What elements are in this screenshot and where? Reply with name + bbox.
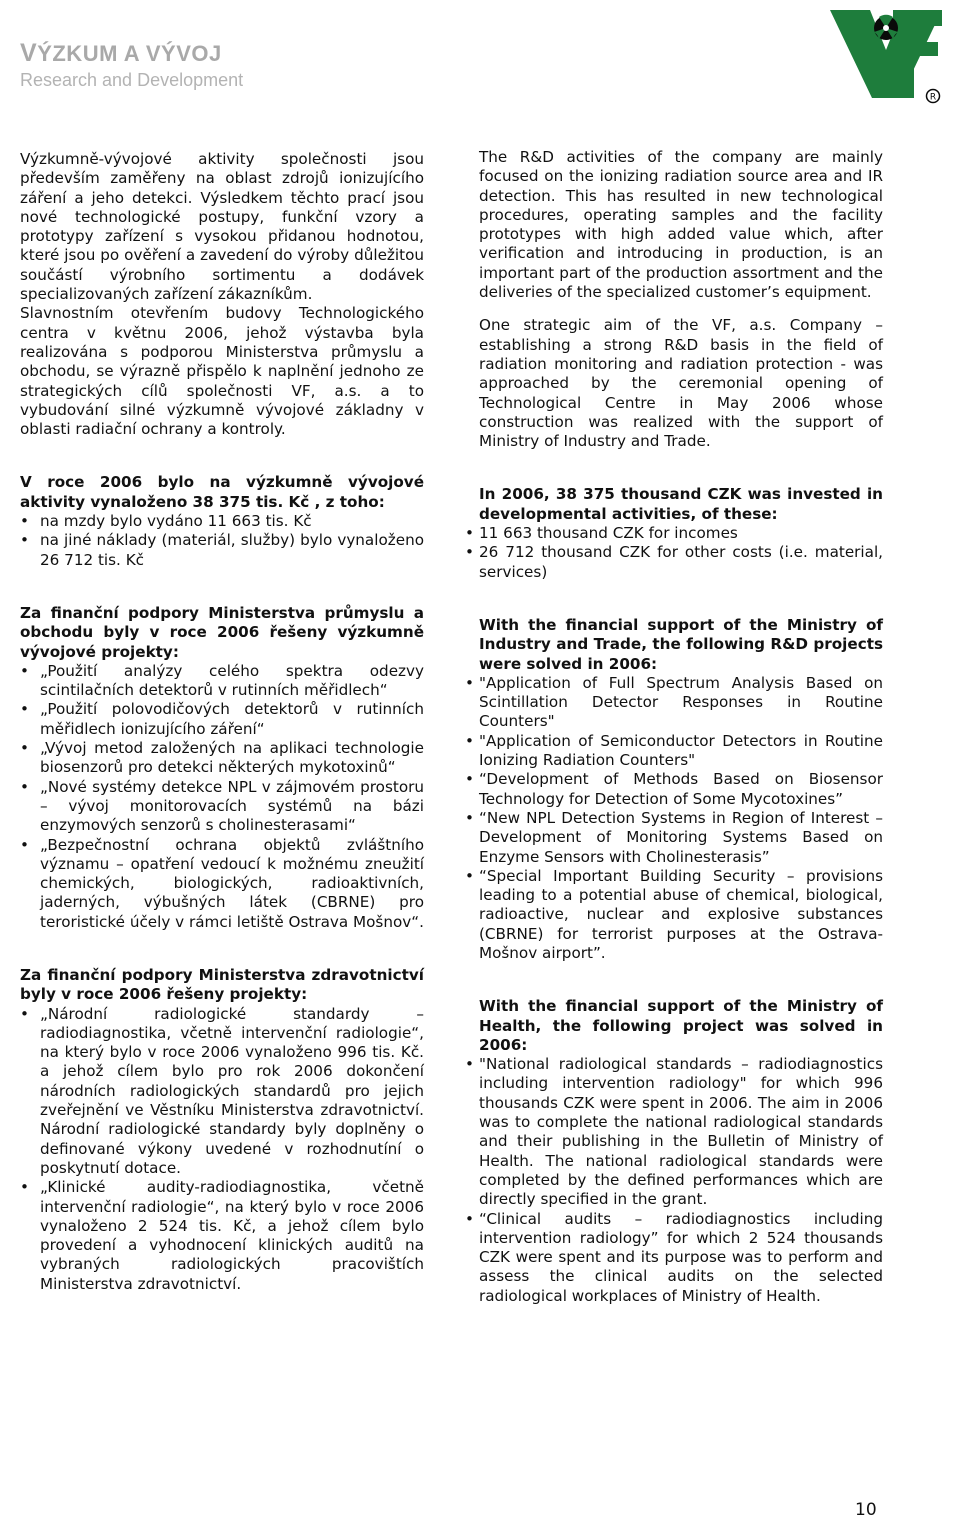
mz-section bbox=[465, 997, 883, 1306]
list-item-text: na jiné náklady (materiál, služby) bylo vynaloženo 26 712 tis. Kč bbox=[40, 531, 424, 569]
list-item-text: "Application of Semiconductor Detectors in Routine Ionizing Radiation Counters" bbox=[479, 731, 883, 770]
bullet-icon: • bbox=[20, 661, 29, 680]
intro-paragraph: The R&D activities of the company are mainly focused on the ionizing radiation source area and IR detection. This has resulted in new technological procedures, operating samples and the facility prototypes with high added value which, after verification and introducing in production, is an important part of the production assortment and the deliveries of the specialized customer’s equipment. bbox=[479, 148, 883, 302]
bullet-icon: • bbox=[20, 512, 29, 531]
mpo-project-list bbox=[465, 673, 883, 963]
mz-section bbox=[20, 966, 424, 1294]
mz-project-list bbox=[465, 1055, 883, 1306]
vf-logo bbox=[830, 6, 942, 104]
mpo-heading: Za finanční podpory Ministerstva průmyslu a obchodu byly v roce 2006 řešeny výzkumně vývojové projekty: bbox=[20, 603, 424, 661]
intro-paragraph-2: One strategic aim of the VF, a.s. Company – establishing a strong R&D basis in the field of radiation monitoring and radiation protection - was approached by the ceremonial opening of Technological Centre in May 2006 whose construction was realized with the support of Ministry of Industry and Trade. bbox=[479, 316, 883, 451]
bullet-icon: • bbox=[465, 731, 474, 750]
list-item bbox=[465, 808, 883, 867]
list-item bbox=[465, 673, 883, 732]
list-item-text: “Clinical audits – radiodiagnostics including intervention radiology” for which 2 524 thousands CZK were spent and its purpose was to perform and assess the clinical audits on the selected radiological workplaces of Ministry of Health. bbox=[479, 1209, 883, 1305]
page-header bbox=[20, 40, 243, 91]
list-item bbox=[20, 531, 424, 570]
svg-text:R: R bbox=[929, 92, 937, 103]
mpo-section bbox=[465, 615, 883, 963]
list-item-text: 26 712 thousand CZK for other costs (i.e. material, services) bbox=[479, 543, 883, 581]
mpo-project-list bbox=[20, 662, 424, 932]
english-column bbox=[465, 148, 883, 1340]
bullet-icon: • bbox=[20, 700, 29, 719]
investment-list bbox=[465, 524, 883, 582]
page-number: 10 bbox=[855, 1500, 877, 1520]
investment-section bbox=[20, 473, 424, 569]
list-item bbox=[465, 866, 883, 963]
investment-list bbox=[20, 512, 424, 570]
list-item-text: 11 663 thousand CZK for incomes bbox=[479, 524, 738, 543]
list-item-text: „Použití polovodičových detektorů v rutinních měřidlech ionizujícího záření“ bbox=[40, 700, 424, 738]
mpo-section bbox=[20, 604, 424, 932]
list-item-text: „Národní radiologické standardy – radiodiagnostika, včetně intervenční radiologie“, na který bylo v roce 2006 vynaloženo 996 tis. Kč. a jehož cílem bylo pro rok 2006 dokončení národních radiologických standardů pro jejich zveřejnění ve Věstníku Ministerstva zdravotnictví. Národní radiologické standardy byly doplněny o definované výkony uvedené v rozhodnutíní o poskytnutí dotace. bbox=[40, 1004, 424, 1177]
bullet-icon: • bbox=[465, 543, 474, 562]
investment-heading-bold: V roce 2006 bylo na výzkumně vývojové aktivity vynaloženo 38 375 tis. bbox=[20, 473, 424, 511]
list-item-text: “New NPL Detection Systems in Region of Interest – Development of Monitoring Systems Based on Enzyme Sensors with Cholinesterasis” bbox=[479, 808, 883, 866]
list-item bbox=[20, 739, 424, 778]
bullet-icon: • bbox=[465, 770, 474, 789]
investment-heading: In 2006, 38 375 thousand CZK was invested in developmental activities, of these: bbox=[479, 485, 883, 523]
investment-heading bbox=[20, 473, 424, 512]
logo-f-shape bbox=[893, 10, 942, 98]
list-item-text: na mzdy bylo vydáno 11 663 tis. Kč bbox=[40, 512, 312, 531]
czech-column bbox=[20, 150, 424, 1328]
bullet-icon: • bbox=[465, 1055, 474, 1074]
list-item bbox=[465, 543, 883, 582]
list-item bbox=[20, 661, 424, 701]
investment-section bbox=[465, 485, 883, 581]
intro-paragraph: Výzkumně-vývojové aktivity společnosti jsou především zaměřeny na oblast zdrojů ionizujícího záření a jeho detekci. Výsledkem těchto prací jsou nové technologické postupy, funkční vzory a prototypy zařízení s vysokou přidanou hodnotou, které jsou po ověření a zavedení do výroby důležitou součástí výrobního sortimentu a dodávek specializovaných zařízení zákazníkům. bbox=[20, 150, 424, 304]
list-item-text: „Použití analýzy celého spektra odezvy scintilačních detektorů v rutinních měřidlech“ bbox=[40, 661, 424, 700]
bullet-icon: • bbox=[465, 866, 474, 885]
list-item bbox=[20, 1178, 424, 1294]
list-item-text: „Nové systémy detekce NPL v zájmovém prostoru – vývoj monitorovacích systémů na bázi enzymových senzorů s cholinesterasami“ bbox=[40, 777, 424, 835]
list-item bbox=[20, 700, 424, 739]
list-item-text: „Klinické audity-radiodiagnostika, včetně intervenční radiologie“, na který bylo v roce 2006 vynaloženo 2 524 tis. Kč, a jehož cílem bylo provedení a vyhodnocení klinických auditů na vybraných radiologických pracovištích Ministerstva zdravotnictví. bbox=[40, 1178, 424, 1293]
list-item bbox=[20, 777, 424, 836]
list-item bbox=[20, 835, 424, 932]
bullet-icon: • bbox=[465, 673, 474, 692]
list-item bbox=[20, 512, 424, 531]
list-item bbox=[465, 524, 883, 543]
bullet-icon: • bbox=[20, 739, 29, 758]
bullet-icon: • bbox=[20, 777, 29, 796]
bullet-icon: • bbox=[465, 524, 474, 543]
bullet-icon: • bbox=[465, 808, 474, 827]
investment-heading-tail: Kč , z toho: bbox=[283, 492, 385, 511]
list-item-text: "Application of Full Spectrum Analysis Based on Scintillation Detector Responses in Routine Counters" bbox=[479, 673, 883, 731]
list-item bbox=[465, 1055, 883, 1209]
list-item-text: „Bezpečnostní ochrana objektů zvláštního významu – opatření vedoucí k možnému zneužití chemických, biologických, radioaktivních, jaderných, výbušných látek (CBRNE) pro teroristické účely v rámci letiště Ostrava Mošnov“. bbox=[40, 835, 424, 931]
title-initial: V bbox=[20, 39, 38, 67]
list-item-text: “Development of Methods Based on Biosensor Technology for Detection of Some Mycotoxines” bbox=[479, 770, 883, 808]
list-item bbox=[465, 770, 883, 809]
section-subtitle: Research and Development bbox=[20, 70, 244, 90]
intro-paragraph-2: Slavnostním otevřením budovy Technologického centra v květnu 2006, jehož výstavba byla realizována s podporou Ministerstva průmyslu a obchodu, se výrazně přispělo k naplnění jednoho ze strategických cílů společnosti VF, a.s. a to vybudování silné výzkumně vývojové základny v oblasti radiační ochrany a kontroly. bbox=[20, 304, 424, 439]
radiation-core-icon bbox=[883, 25, 889, 31]
list-item-text: „Vývoj metod založených na aplikaci technologie biosenzorů pro detekci některých mykotoxinů“ bbox=[40, 739, 424, 777]
bullet-icon: • bbox=[20, 531, 29, 550]
bullet-icon: • bbox=[20, 1004, 29, 1023]
mz-heading: With the financial support of the Ministry of Health, the following project was solved in 2006: bbox=[479, 997, 883, 1054]
list-item bbox=[20, 1004, 424, 1179]
mpo-heading: With the financial support of the Ministry of Industry and Trade, the following R&D projects were solved in 2006: bbox=[479, 615, 883, 673]
bullet-icon: • bbox=[20, 835, 29, 854]
list-item bbox=[465, 1209, 883, 1306]
mz-heading: Za finanční podpory Ministerstva zdravotnictví byly v roce 2006 řešeny projekty: bbox=[20, 965, 424, 1004]
title-rest: ÝZKUM A VÝVOJ bbox=[37, 41, 222, 66]
bullet-icon: • bbox=[20, 1178, 29, 1197]
list-item-text: "National radiological standards – radiodiagnostics including intervention radiology" for which 996 thousands CZK were spent in 2006. The aim in 2006 was to complete the national radiological standards and their publishing in the Bulletin of Ministry of Health. The national radiological standards were completed by the defined performances which are directly specified in the grant. bbox=[479, 1055, 883, 1209]
list-item bbox=[465, 731, 883, 771]
section-title bbox=[20, 40, 243, 67]
list-item-text: “Special Important Building Security – provisions leading to a potential abuse of chemical, biological, radioactive, nuclear and explosive substances (CBRNE) for terrorist purposes at the Ostrava-Mošnov airport”. bbox=[479, 866, 883, 962]
mz-project-list bbox=[20, 1005, 424, 1294]
bullet-icon: • bbox=[465, 1209, 474, 1228]
